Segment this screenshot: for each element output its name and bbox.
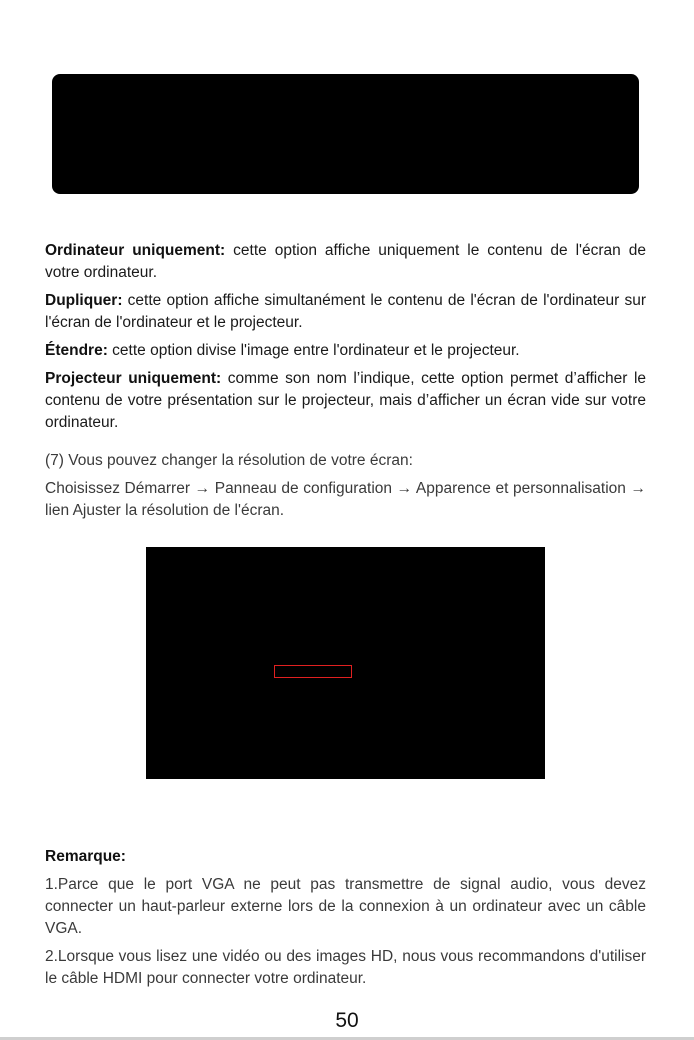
step7-intro: (7) Vous pouvez changer la résolution de votre écran: xyxy=(45,452,413,469)
option-label: Ordinateur uniquement: xyxy=(45,242,226,259)
option-extend xyxy=(45,340,646,362)
remarks-section xyxy=(45,846,646,996)
remarks-title: Remarque: xyxy=(45,848,126,865)
resolution-screenshot xyxy=(146,547,545,779)
option-computer-only xyxy=(45,240,646,284)
option-label: Étendre: xyxy=(45,342,108,359)
step7-path: Choisissez Démarrer → Panneau de configuration → Apparence et personnalisation → lien Ajuster la résolution de l'écran. xyxy=(45,480,646,519)
option-description: cette option affiche simultanément le contenu de l'écran de l'ordinateur sur l'écran de l'ordinateur et le projecteur. xyxy=(45,292,646,331)
display-options-list xyxy=(45,240,646,440)
option-description: comme son nom l’indique, cette option permet d’afficher le contenu de votre présentation sur le projecteur, mais d’afficher un écran vide sur votre ordinateur. xyxy=(45,370,647,431)
option-label: Dupliquer: xyxy=(45,292,123,309)
option-description: cette option affiche uniquement le contenu de l'écran de votre ordinateur. xyxy=(45,242,646,281)
resolution-instructions xyxy=(45,450,646,528)
display-options-screenshot xyxy=(52,74,639,194)
remark-item: 1.Parce que le port VGA ne peut pas transmettre de signal audio, vous devez connecter un haut-parleur externe lors de la connexion à un ordinateur avec un câble VGA. xyxy=(45,876,646,937)
option-projector-only xyxy=(45,368,646,434)
highlight-box xyxy=(274,665,352,678)
option-label: Projecteur uniquement: xyxy=(45,370,222,387)
page-number: 50 xyxy=(335,1009,359,1032)
option-description: cette option divise l'image entre l'ordinateur et le projecteur. xyxy=(107,342,520,359)
option-duplicate xyxy=(45,290,646,334)
remark-item: 2.Lorsque vous lisez une vidéo ou des images HD, nous vous recommandons d'utiliser le câble HDMI pour connecter votre ordinateur. xyxy=(45,948,646,987)
